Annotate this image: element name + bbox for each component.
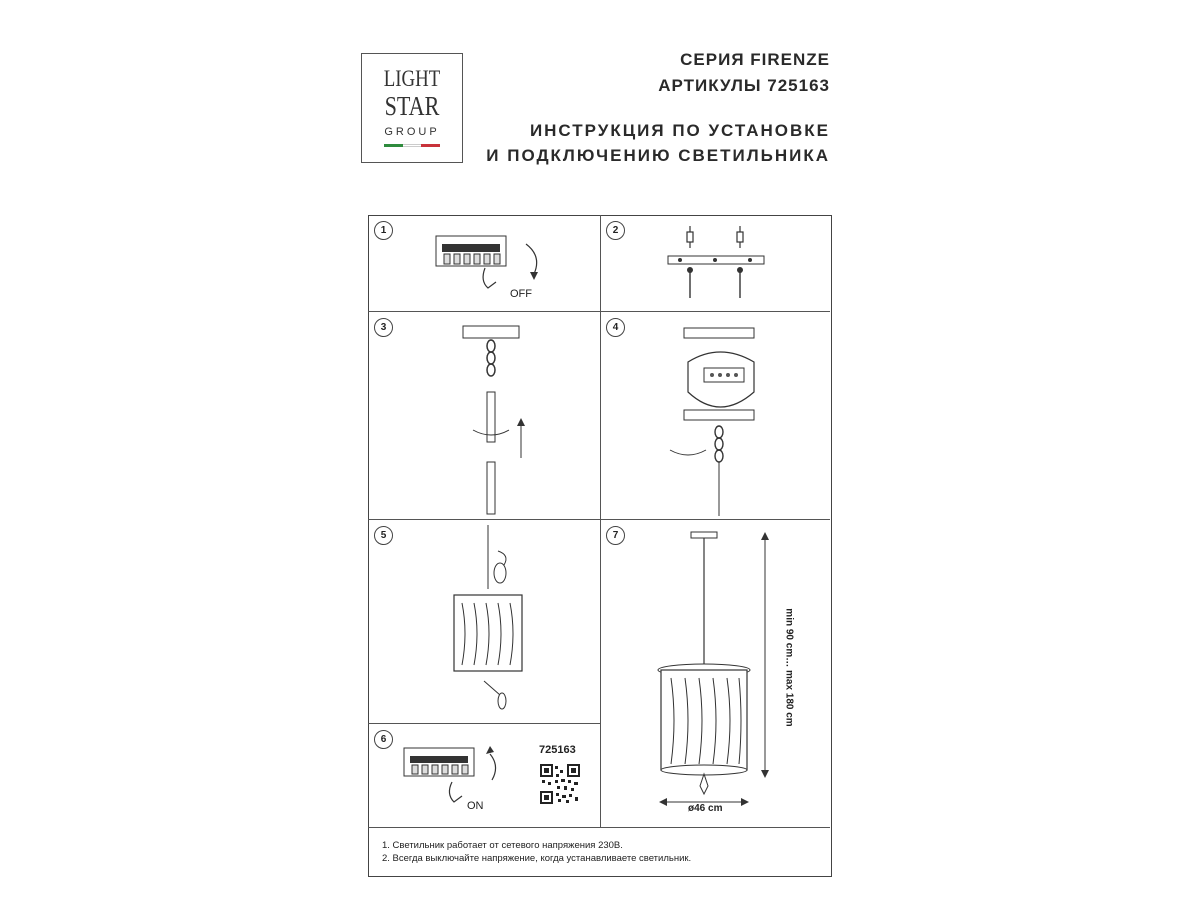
height-range-label: min 90 cm… max 180 cm — [783, 608, 795, 727]
diameter-label: ø46 cm — [688, 803, 723, 814]
article-code: 725163 — [539, 744, 576, 756]
on-label: ON — [467, 800, 484, 812]
flag-red — [421, 144, 440, 147]
step-number-7: 7 — [606, 526, 625, 545]
grid-divider-row-3 — [368, 723, 600, 724]
grid-divider-notes — [368, 827, 830, 828]
breaker-off-illustration — [430, 226, 550, 306]
step-number-2: 2 — [606, 221, 625, 240]
step-number-3: 3 — [374, 318, 393, 337]
italian-flag-stripe — [384, 144, 440, 147]
logo-line-3: GROUP — [384, 126, 440, 138]
step-number-4: 4 — [606, 318, 625, 337]
assembled-pendant-illustration — [655, 528, 780, 818]
flag-green — [384, 144, 403, 147]
grid-divider-row-2 — [368, 519, 830, 520]
off-label: OFF — [510, 288, 532, 300]
step-number-6: 6 — [374, 730, 393, 749]
grid-divider-row-1 — [368, 311, 830, 312]
logo-line-2: STAR — [384, 91, 440, 121]
brand-logo — [361, 53, 463, 163]
bulb-installation-illustration — [440, 525, 580, 715]
qr-code-icon — [540, 764, 580, 804]
note-line-2: 2. Всегда выключайте напряжение, когда устанавливаете светильник. — [382, 853, 692, 864]
articles-title: АРТИКУЛЫ 725163 — [658, 76, 830, 95]
breaker-on-illustration — [400, 740, 510, 815]
mounting-bracket-illustration — [660, 222, 770, 310]
series-title: СЕРИЯ FIRENZE — [680, 50, 830, 69]
canopy-chain-rod-illustration — [455, 322, 545, 517]
logo-line-1: LIGHT — [383, 66, 441, 91]
step-number-1: 1 — [374, 221, 393, 240]
note-line-1: 1. Светильник работает от сетевого напряжения 230В. — [382, 840, 623, 851]
flag-white — [403, 144, 422, 147]
grid-divider-vertical — [600, 215, 601, 827]
instruction-title-line-1: ИНСТРУКЦИЯ ПО УСТАНОВКЕ — [529, 121, 830, 140]
instruction-title-line-2: И ПОДКЛЮЧЕНИЮ СВЕТИЛЬНИКА — [486, 146, 830, 165]
step-number-5: 5 — [374, 526, 393, 545]
ceiling-mounting-detail-illustration — [660, 322, 780, 517]
